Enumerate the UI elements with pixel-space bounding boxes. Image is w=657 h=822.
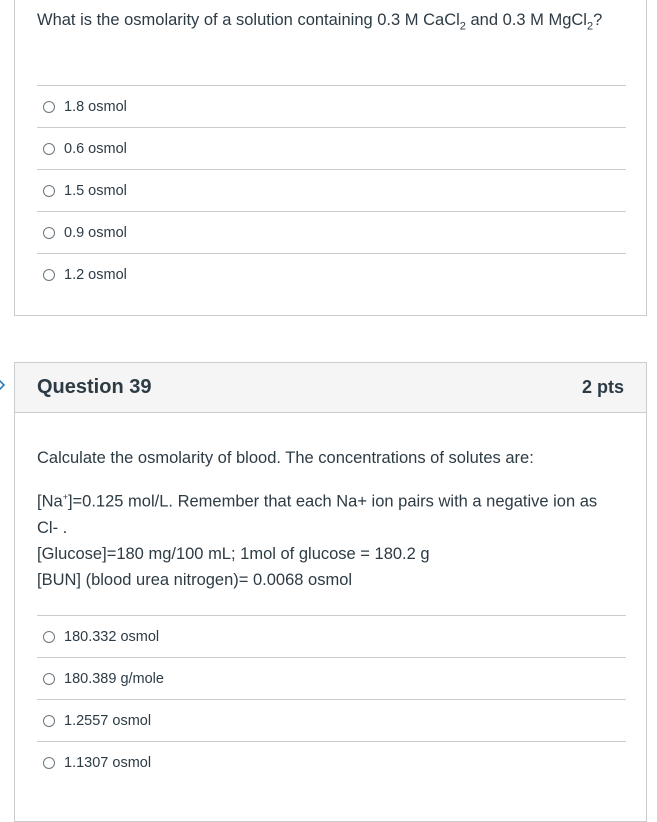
answer-label: 1.5 osmol bbox=[64, 182, 127, 199]
answer-option[interactable] bbox=[37, 742, 626, 783]
answer-label: 0.6 osmol bbox=[64, 140, 127, 157]
radio-button[interactable] bbox=[43, 673, 55, 685]
radio-button[interactable] bbox=[43, 269, 55, 281]
question-line-glucose: [Glucose]=180 mg/100 mL; 1mol of glucose = 180.2 g bbox=[37, 544, 430, 563]
question-intro: Calculate the osmolarity of blood. The concentrations of solutes are: bbox=[37, 449, 534, 467]
answer-label: 1.2557 osmol bbox=[64, 712, 152, 729]
question-38-text: What is the osmolarity of a solution containing 0.3 M CaCl$_2$ and 0.3 M MgCl$_2$? bbox=[37, 11, 603, 33]
current-question-arrow-icon bbox=[0, 378, 6, 392]
radio-button[interactable] bbox=[43, 101, 55, 113]
answer-option[interactable] bbox=[37, 170, 626, 212]
answer-option[interactable] bbox=[37, 700, 626, 742]
question-line-bun: [BUN] (blood urea nitrogen)= 0.0068 osmol bbox=[37, 570, 353, 589]
answer-list bbox=[37, 85, 626, 295]
question-header bbox=[15, 363, 646, 413]
radio-button[interactable] bbox=[43, 715, 55, 727]
answer-option[interactable] bbox=[37, 616, 626, 658]
answer-label: 1.8 osmol bbox=[64, 98, 127, 115]
question-38-card bbox=[14, 0, 647, 316]
answer-label: 1.2 osmol bbox=[64, 266, 127, 283]
answer-label: 1.1307 osmol bbox=[64, 754, 152, 771]
radio-button[interactable] bbox=[43, 631, 55, 643]
radio-button[interactable] bbox=[43, 227, 55, 239]
answer-label: 0.9 osmol bbox=[64, 224, 127, 241]
radio-button[interactable] bbox=[43, 143, 55, 155]
radio-button[interactable] bbox=[43, 185, 55, 197]
question-39-card bbox=[14, 362, 647, 822]
answer-option[interactable] bbox=[37, 658, 626, 700]
radio-button[interactable] bbox=[43, 757, 55, 769]
answer-option[interactable] bbox=[37, 212, 626, 254]
answer-label: 180.332 osmol bbox=[64, 628, 160, 645]
answer-label: 180.389 g/mole bbox=[64, 670, 164, 687]
question-title: Question 39 bbox=[37, 376, 152, 398]
answer-list bbox=[37, 615, 626, 783]
answer-option[interactable] bbox=[37, 86, 626, 128]
answer-option[interactable] bbox=[37, 128, 626, 170]
question-39-text bbox=[37, 445, 622, 593]
answer-option[interactable] bbox=[37, 254, 626, 295]
question-points: 2 pts bbox=[581, 377, 624, 397]
question-line-sodium: [Na+]=0.125 mol/L. Remember that each Na+ ion pairs with a negative ion as Cl- . bbox=[37, 492, 598, 537]
